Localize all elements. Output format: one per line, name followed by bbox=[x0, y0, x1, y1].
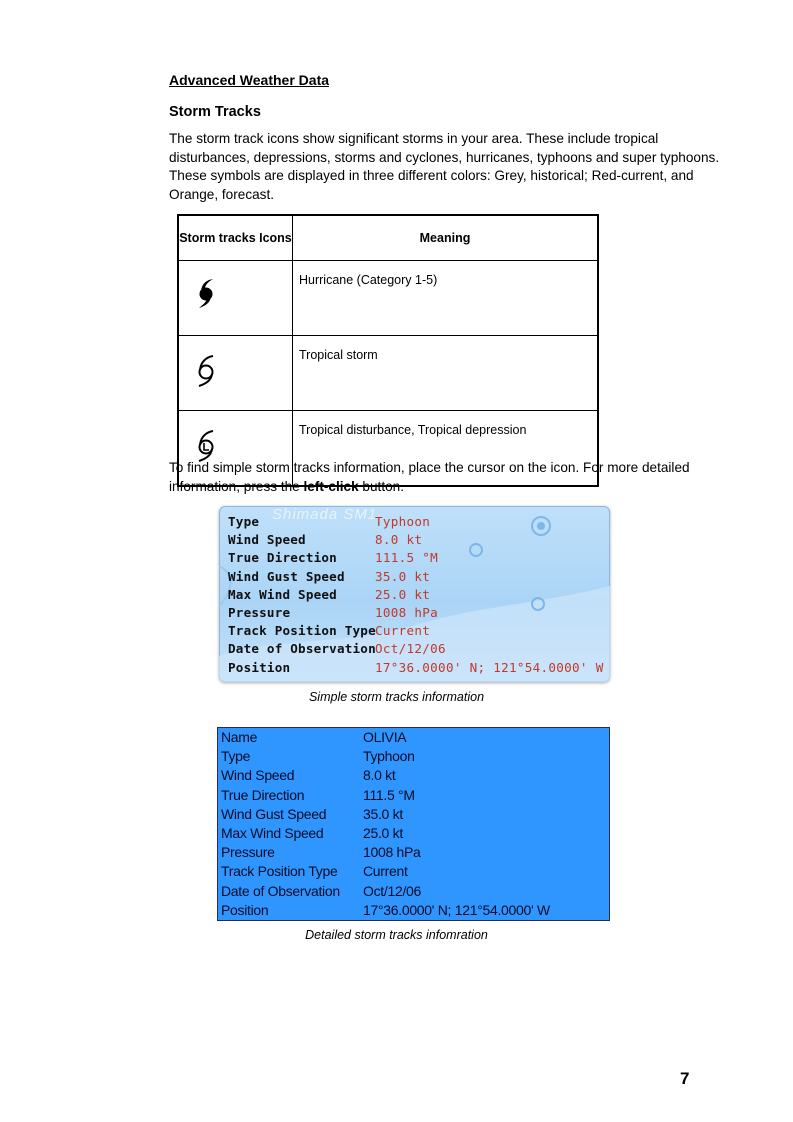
hurricane-icon bbox=[193, 277, 219, 309]
info-value: Typhoon bbox=[375, 514, 431, 529]
info-row bbox=[218, 882, 609, 901]
info-value: Typhoon bbox=[363, 748, 415, 765]
info-label: Track Position Type bbox=[228, 623, 376, 639]
info-label: True Direction bbox=[221, 786, 305, 803]
find-text-after: button. bbox=[358, 478, 405, 494]
table-cell-meaning: Hurricane (Category 1-5) bbox=[293, 261, 599, 336]
detailed-info-caption: Detailed storm tracks infomration bbox=[305, 928, 488, 942]
info-row bbox=[228, 549, 604, 567]
info-value: 111.5 °M bbox=[375, 550, 439, 566]
info-label: Wind Speed bbox=[228, 532, 306, 548]
page-number: 7 bbox=[680, 1069, 690, 1088]
info-label: Max Wind Speed bbox=[221, 824, 324, 841]
info-label: Type bbox=[228, 514, 260, 529]
info-label: Max Wind Speed bbox=[228, 586, 337, 602]
tropical-storm-icon bbox=[193, 352, 219, 388]
left-click-label: left-click bbox=[303, 478, 359, 494]
table-cell-meaning: Tropical disturbance, Tropical depression bbox=[293, 411, 599, 487]
info-label: Wind Gust Speed bbox=[221, 805, 327, 822]
map-watermark: Shimada SM1 bbox=[272, 506, 378, 523]
info-label: Wind Speed bbox=[221, 767, 295, 784]
info-label: Pressure bbox=[221, 844, 275, 861]
tropical-depression-icon bbox=[193, 427, 219, 463]
info-value: 17°36.0000' N; 121°54.0000' W bbox=[363, 901, 550, 918]
table-row bbox=[178, 261, 598, 336]
intro-paragraph: The storm track icons show significant storms in your area. These include tropical disturbances, depressions, storms and cyclones, hurricanes, typhoons and super typhoons. These symbols are displayed in three different colors: Grey, historical; Red-current, and Orange, forecast. bbox=[169, 131, 720, 202]
info-row bbox=[228, 659, 604, 677]
info-value: 17°36.0000' N; 121°54.0000' W bbox=[375, 659, 604, 675]
info-row bbox=[218, 728, 609, 747]
info-label: Track Position Type bbox=[221, 863, 338, 880]
info-value: 8.0 kt bbox=[363, 767, 396, 784]
info-row bbox=[228, 622, 604, 640]
info-row bbox=[218, 843, 609, 862]
info-value: Oct/12/06 bbox=[363, 882, 422, 899]
simple-storm-info-panel bbox=[219, 506, 610, 682]
info-row bbox=[228, 531, 604, 549]
section-title: Storm Tracks bbox=[169, 104, 261, 120]
info-label: Name bbox=[221, 729, 258, 745]
info-value: Oct/12/06 bbox=[375, 641, 446, 657]
info-label: Position bbox=[221, 901, 269, 918]
info-value: 35.0 kt bbox=[375, 568, 431, 584]
storm-icons-table bbox=[177, 214, 599, 487]
table-row bbox=[178, 336, 598, 411]
info-label: Date of Observation bbox=[221, 882, 340, 899]
info-row bbox=[218, 805, 609, 824]
info-value: 1008 hPa bbox=[363, 844, 421, 861]
table-header-icons: Storm tracks Icons bbox=[178, 215, 293, 261]
info-row bbox=[228, 568, 604, 586]
icon-cell bbox=[178, 261, 293, 336]
table-header-meaning: Meaning bbox=[293, 215, 599, 261]
info-value: OLIVIA bbox=[363, 729, 407, 745]
info-row bbox=[218, 824, 609, 843]
info-value: 1008 hPa bbox=[375, 605, 439, 621]
info-row bbox=[218, 862, 609, 881]
info-label: Wind Gust Speed bbox=[228, 568, 345, 584]
info-label: True Direction bbox=[228, 550, 337, 566]
icon-cell bbox=[178, 336, 293, 411]
info-row bbox=[228, 513, 604, 531]
info-label: Position bbox=[228, 659, 291, 675]
detailed-storm-info-panel bbox=[217, 727, 610, 921]
find-text-before: To find simple storm tracks information, place the cursor on the icon. For more detailed information, press the bbox=[169, 460, 690, 494]
info-label: Pressure bbox=[228, 605, 291, 621]
info-label: Date of Observation bbox=[228, 641, 376, 657]
info-value: 35.0 kt bbox=[363, 805, 403, 822]
simple-info-rows bbox=[228, 513, 604, 677]
info-value: 8.0 kt bbox=[375, 532, 423, 548]
table-cell-meaning: Tropical storm bbox=[293, 336, 599, 411]
info-value: 111.5 °M bbox=[363, 786, 415, 803]
find-info-paragraph bbox=[169, 459, 729, 496]
info-row bbox=[218, 766, 609, 785]
simple-info-caption: Simple storm tracks information bbox=[308, 690, 485, 704]
info-value: Current bbox=[363, 863, 408, 880]
info-row bbox=[228, 586, 604, 604]
info-value: 25.0 kt bbox=[363, 824, 403, 841]
info-row bbox=[228, 604, 604, 622]
info-row bbox=[218, 786, 609, 805]
info-row bbox=[218, 747, 609, 766]
info-value: 25.0 kt bbox=[375, 586, 431, 602]
page-heading: Advanced Weather Data bbox=[169, 72, 330, 88]
info-row bbox=[228, 640, 604, 658]
info-label: Type bbox=[221, 748, 251, 765]
info-row bbox=[218, 901, 609, 920]
info-value: Current bbox=[375, 623, 431, 639]
